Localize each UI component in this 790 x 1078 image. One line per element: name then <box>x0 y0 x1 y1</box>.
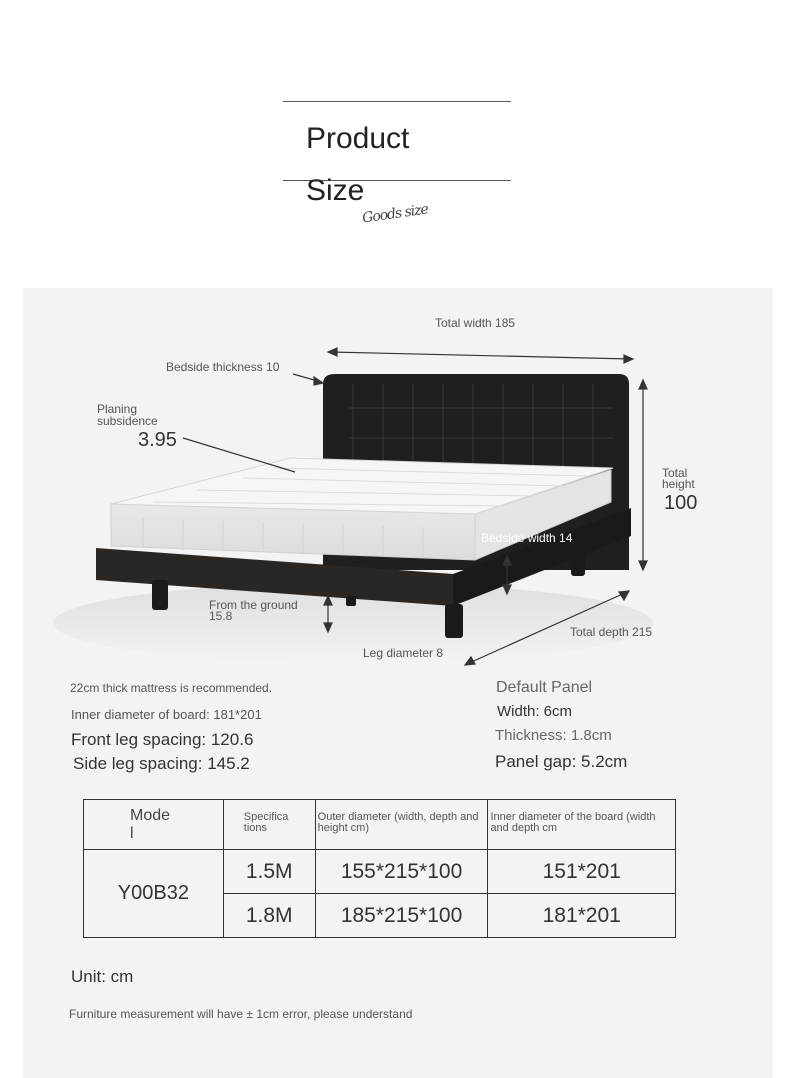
cell-model-text: Y00B32 <box>117 882 189 904</box>
table-row <box>84 850 676 894</box>
note-mattress: 22cm thick mattress is recommended. <box>70 681 273 695</box>
script-subtitle: Goods size <box>361 201 429 227</box>
value-total-height: 100 <box>664 492 698 514</box>
cell-inner-text: 181*201 <box>542 903 621 927</box>
value-from-ground: 15.8 <box>209 609 233 623</box>
leg-front-left <box>152 580 168 610</box>
header-rule-top <box>283 101 511 102</box>
label-total-width: Total width 185 <box>435 316 516 330</box>
label-planing-2: subsidence <box>97 414 158 428</box>
page-title-line1: Product <box>306 122 410 155</box>
note-thickness: Thickness: 1.8cm <box>495 727 612 744</box>
label-from-ground: From the ground <box>209 598 298 612</box>
header-outer <box>315 800 488 850</box>
footer-disclaimer: Furniture measurement will have ± 1cm error, please understand <box>69 1007 413 1021</box>
label-leg-diameter: Leg diameter 8 <box>363 646 444 660</box>
header-model <box>84 800 224 850</box>
header-inner-text: Inner diameter of the board (width and depth cm <box>490 811 656 834</box>
label-total-height-2: height <box>662 477 695 491</box>
cell-outer-text: 155*215*100 <box>340 859 463 883</box>
note-inner-diameter: Inner diameter of board: 181*201 <box>71 707 262 722</box>
label-planing-1: Planing <box>97 402 138 416</box>
bed-illustration <box>23 288 773 688</box>
label-total-height-1: Total <box>662 466 688 480</box>
note-default-panel: Default Panel <box>496 679 593 696</box>
cell-model <box>84 850 224 938</box>
cell-spec <box>223 894 315 938</box>
note-front-leg: Front leg spacing: 120.6 <box>71 730 254 749</box>
header-spec <box>223 800 315 850</box>
cell-spec-text: 1.5M <box>245 859 293 883</box>
header-spec-text: Specifica tions <box>243 811 289 834</box>
cell-inner <box>488 850 676 894</box>
header-outer-text: Outer diameter (width, depth and height cm) <box>317 811 479 834</box>
cell-outer <box>315 894 488 938</box>
note-width: Width: 6cm <box>497 703 573 720</box>
note-panel-gap: Panel gap: 5.2cm <box>495 752 628 771</box>
cell-inner <box>488 894 676 938</box>
header-inner <box>488 800 676 850</box>
label-bedside-thickness: Bedside thickness 10 <box>166 360 280 374</box>
label-bedside-width: Bedside width 14 <box>481 531 573 545</box>
leg-mid <box>346 596 356 606</box>
label-total-depth: Total depth 215 <box>570 625 653 639</box>
cell-spec-text: 1.8M <box>245 903 293 927</box>
value-planing: 3.95 <box>138 429 177 451</box>
cell-outer <box>315 850 488 894</box>
footer-unit: Unit: cm <box>71 967 134 986</box>
spec-table <box>83 799 676 938</box>
leg-back-right <box>571 548 585 576</box>
header-model-text: Mode l <box>130 806 171 842</box>
note-side-leg: Side leg spacing: 145.2 <box>73 754 250 773</box>
leg-front-right <box>445 604 463 638</box>
cell-inner-text: 151*201 <box>542 859 621 883</box>
table-header-row <box>84 800 676 850</box>
page-title-line2: Size <box>306 174 365 207</box>
cell-spec <box>223 850 315 894</box>
cell-outer-text: 185*215*100 <box>340 903 463 927</box>
